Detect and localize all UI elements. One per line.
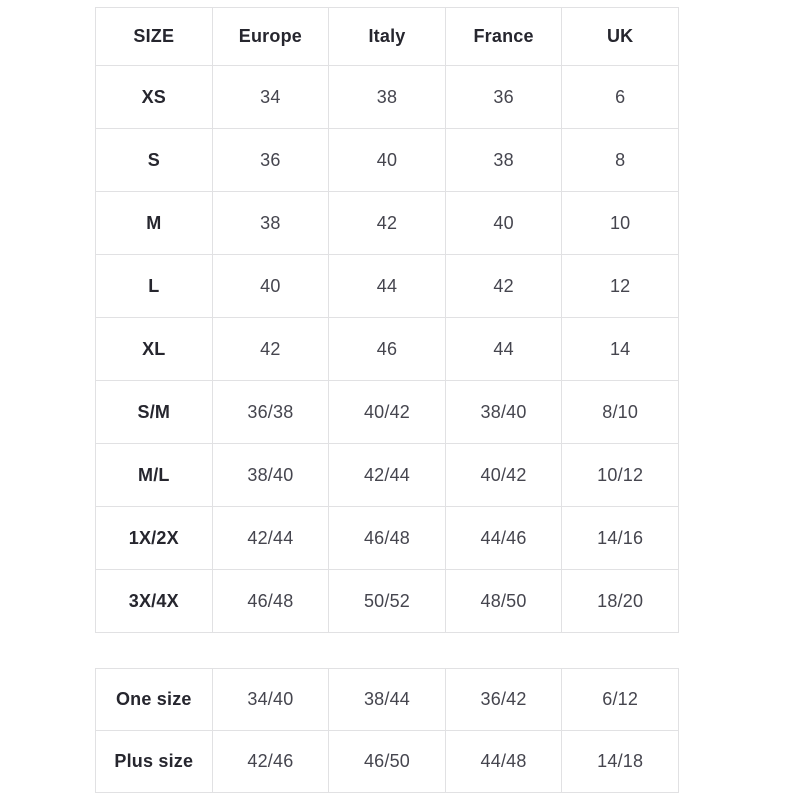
table-row bbox=[96, 192, 679, 255]
europe-value-cell: 42 bbox=[212, 318, 329, 381]
europe-value-cell: 38 bbox=[212, 192, 329, 255]
italy-value-cell: 46 bbox=[329, 318, 446, 381]
uk-value-cell: 14/18 bbox=[562, 731, 679, 793]
size-label-cell: M/L bbox=[96, 444, 213, 507]
uk-value-cell: 18/20 bbox=[562, 570, 679, 633]
italy-value-cell: 46/48 bbox=[329, 507, 446, 570]
uk-value-cell: 6 bbox=[562, 66, 679, 129]
france-value-cell: 44/46 bbox=[445, 507, 562, 570]
table-row bbox=[96, 507, 679, 570]
size-label-cell: Plus size bbox=[96, 731, 213, 793]
table-row bbox=[96, 731, 679, 793]
column-header-size: SIZE bbox=[96, 8, 213, 66]
size-label-cell: S/M bbox=[96, 381, 213, 444]
italy-value-cell: 38 bbox=[329, 66, 446, 129]
table-row bbox=[96, 318, 679, 381]
italy-value-cell: 44 bbox=[329, 255, 446, 318]
uk-value-cell: 10 bbox=[562, 192, 679, 255]
uk-value-cell: 12 bbox=[562, 255, 679, 318]
table-row bbox=[96, 129, 679, 192]
size-conversion-table bbox=[95, 7, 679, 633]
europe-value-cell: 34/40 bbox=[212, 669, 329, 731]
france-value-cell: 40/42 bbox=[445, 444, 562, 507]
italy-value-cell: 40 bbox=[329, 129, 446, 192]
size-label-cell: 3X/4X bbox=[96, 570, 213, 633]
uk-value-cell: 8 bbox=[562, 129, 679, 192]
size-label-cell: XS bbox=[96, 66, 213, 129]
table-row bbox=[96, 66, 679, 129]
table-row bbox=[96, 381, 679, 444]
size-label-cell: L bbox=[96, 255, 213, 318]
italy-value-cell: 46/50 bbox=[329, 731, 446, 793]
uk-value-cell: 6/12 bbox=[562, 669, 679, 731]
italy-value-cell: 50/52 bbox=[329, 570, 446, 633]
france-value-cell: 40 bbox=[445, 192, 562, 255]
europe-value-cell: 42/46 bbox=[212, 731, 329, 793]
europe-value-cell: 40 bbox=[212, 255, 329, 318]
column-header-france: France bbox=[445, 8, 562, 66]
europe-value-cell: 42/44 bbox=[212, 507, 329, 570]
europe-value-cell: 46/48 bbox=[212, 570, 329, 633]
table-row bbox=[96, 570, 679, 633]
italy-value-cell: 42/44 bbox=[329, 444, 446, 507]
table-header-row bbox=[96, 8, 679, 66]
size-label-cell: M bbox=[96, 192, 213, 255]
italy-value-cell: 40/42 bbox=[329, 381, 446, 444]
italy-value-cell: 38/44 bbox=[329, 669, 446, 731]
europe-value-cell: 34 bbox=[212, 66, 329, 129]
france-value-cell: 42 bbox=[445, 255, 562, 318]
uk-value-cell: 14 bbox=[562, 318, 679, 381]
column-header-italy: Italy bbox=[329, 8, 446, 66]
table-row bbox=[96, 669, 679, 731]
uk-value-cell: 8/10 bbox=[562, 381, 679, 444]
uk-value-cell: 10/12 bbox=[562, 444, 679, 507]
europe-value-cell: 38/40 bbox=[212, 444, 329, 507]
europe-value-cell: 36/38 bbox=[212, 381, 329, 444]
france-value-cell: 48/50 bbox=[445, 570, 562, 633]
size-label-cell: 1X/2X bbox=[96, 507, 213, 570]
table-row bbox=[96, 444, 679, 507]
europe-value-cell: 36 bbox=[212, 129, 329, 192]
france-value-cell: 38/40 bbox=[445, 381, 562, 444]
uk-value-cell: 14/16 bbox=[562, 507, 679, 570]
size-label-cell: S bbox=[96, 129, 213, 192]
france-value-cell: 44 bbox=[445, 318, 562, 381]
size-label-cell: XL bbox=[96, 318, 213, 381]
italy-value-cell: 42 bbox=[329, 192, 446, 255]
france-value-cell: 36/42 bbox=[445, 669, 562, 731]
france-value-cell: 36 bbox=[445, 66, 562, 129]
table-row bbox=[96, 255, 679, 318]
size-label-cell: One size bbox=[96, 669, 213, 731]
column-header-europe: Europe bbox=[212, 8, 329, 66]
france-value-cell: 44/48 bbox=[445, 731, 562, 793]
special-sizes-table bbox=[95, 668, 679, 793]
france-value-cell: 38 bbox=[445, 129, 562, 192]
column-header-uk: UK bbox=[562, 8, 679, 66]
